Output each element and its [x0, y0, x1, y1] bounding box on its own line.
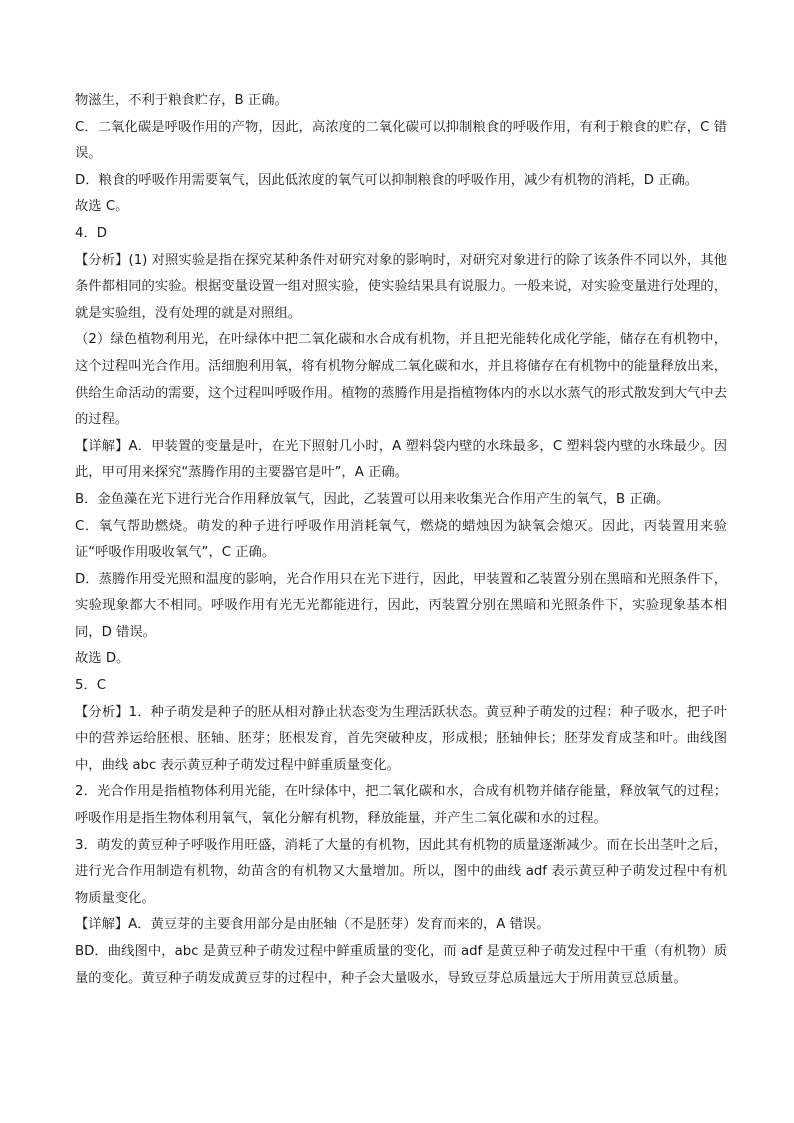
paragraph: D．蒸腾作用受光照和温度的影响，光合作用只在光下进行，因此，甲装置和乙装置分别在黑暗和光照条件下，实验现象都大不相同。呼吸作用有光无光都能进行，因此，丙装置分别在黑暗和光照条件下，实验现象基本相同，D 错误。 [75, 571, 727, 640]
paragraph: B．金鱼藻在光下进行光合作用释放氧气，因此，乙装置可以用来收集光合作用产生的氧气，B 正确。 [75, 491, 670, 507]
paragraph: BD．曲线图中，abc 是黄豆种子萌发过程中鲜重质量的变化，而 adf 是黄豆种子萌发过程中干重（有机物）质量的变化。黄豆种子萌发成黄豆芽的过程中，种子会大量吸水，导致豆芽总质量远大于所用黄豆总质量。 [75, 944, 727, 986]
paragraph: 故选 C。 [75, 199, 129, 215]
paragraph: 故选 D。 [75, 651, 130, 667]
paragraph: 物滋生，不利于粮食贮存，B 正确。 [75, 93, 288, 108]
paragraph: 【分析】(1) 对照实验是指在探究某种条件对研究对象的影响时，对研究对象进行的除了该条件不同以外，其他条件都相同的实验。根据变量设置一组对照实验，使实验结果具有说服力。一般来说，对实验变量进行处理的，就是实验组，没有处理的就是对照组。 [75, 252, 727, 321]
paragraph: （2）绿色植物利用光，在叶绿体中把二氧化碳和水合成有机物，并且把光能转化成化学能，储存在有机物中，这个过程叫光合作用。活细胞利用氧，将有机物分解成二氧化碳和水，并且将储存在有机物中的能量释放出来，供给生命活动的需要，这个过程叫呼吸作用。植物的蒸腾作用是指植物体内的水以水蒸气的形式散发到大气中去的过程。 [75, 332, 727, 428]
paragraph: 【详解】A．甲装置的变量是叶，在光下照射几小时，A 塑料袋内壁的水珠最多，C 塑料袋内壁的水珠最少。因此，甲可用来探究“蒸腾作用的主要器官是叶”，A 正确。 [75, 438, 727, 481]
paragraph: 【详解】A．黄豆芽的主要食用部分是由胚轴（不是胚芽）发育而来的，A 错误。 [75, 917, 550, 933]
paragraph: C．二氧化碳是呼吸作用的产物，因此，高浓度的二氧化碳可以抑制粮食的呼吸作用，有利于粮食的贮存，C 错误。 [75, 119, 727, 162]
paragraph: C．氧气帮助燃烧。萌发的种子进行呼吸作用消耗氧气，燃烧的蜡烛因为缺氧会熄灭。因此，丙装置用来验证“呼吸作用吸收氧气”，C 正确。 [75, 518, 727, 561]
question-answer-4: 4．D [75, 225, 107, 241]
question-answer-5: 5．C [75, 678, 107, 694]
paragraph: 2．光合作用是指植物体利用光能，在叶绿体中，把二氧化碳和水，合成有机物并储存能量，释放氧气的过程；呼吸作用是指生物体利用氧气，氧化分解有机物，释放能量，并产生二氧化碳和水的过程。 [75, 784, 727, 827]
answer-explanation-text [75, 88, 727, 992]
paragraph: 3．萌发的黄豆种子呼吸作用旺盛，消耗了大量的有机物，因此其有机物的质量逐渐减少。而在长出茎叶之后，进行光合作用制造有机物，幼苗含的有机物又大量增加。所以，图中的曲线 adf 表示黄豆种子萌发过程中有机物质量变化。 [75, 837, 727, 906]
paragraph: 【分析】1．种子萌发是种子的胚从相对静止状态变为生理活跃状态。黄豆种子萌发的过程：种子吸水，把子叶中的营养运给胚根、胚轴、胚芽；胚根发育，首先突破种皮，形成根；胚轴伸长；胚芽发育成茎和叶。曲线图中，曲线 abc 表示黄豆种子萌发过程中鲜重质量变化。 [75, 704, 727, 773]
paragraph: D．粮食的呼吸作用需要氧气，因此低浓度的氧气可以抑制粮食的呼吸作用，减少有机物的消耗，D 正确。 [75, 172, 699, 188]
